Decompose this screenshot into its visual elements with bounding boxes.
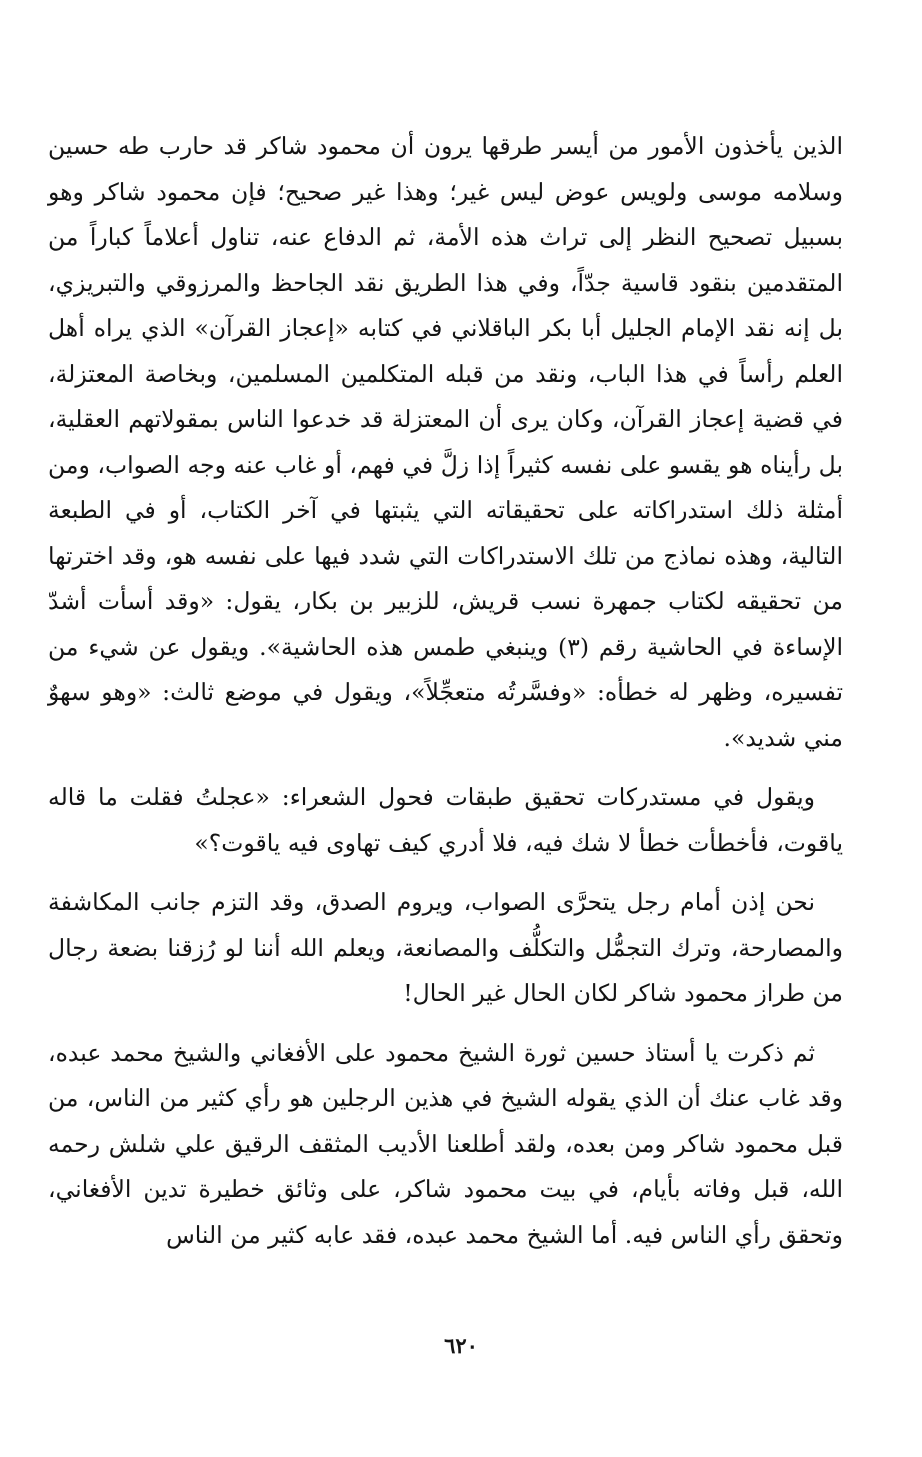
page-number: ٦٢٠ — [444, 1333, 478, 1358]
paragraph: ثم ذكرت يا أستاذ حسين ثورة الشيخ محمود على الأفغاني والشيخ محمد عبده، وقد غاب عنك أن الذي يقوله الشيخ في هذين الرجلين هو رأي كثير من الناس، من قبل محمود شاكر ومن بعده، ولقد أطلعنا الأديب المثقف الرقيق علي شلش رحمه الله، قبل وفاته بأيام، في بيت محمود شاكر، على وثائق خطيرة تدين الأفغاني، وتحقق رأي الناس فيه. أما الشيخ محمد عبده، فقد عابه كثير من الناس — [48, 1038, 843, 1249]
paragraph: الذين يأخذون الأمور من أيسر طرقها يرون أن محمود شاكر قد حارب طه حسين وسلامه موسى ولويس عوض ليس غير؛ وهذا غير صحيح؛ فإن محمود شاكر وهو بسبيل تصحيح النظر إلى تراث هذه الأمة، ثم الدفاع عنه، تناول أعلاماً كباراً من المتقدمين بنقود قاسية جدّاً، وفي هذا الطريق نقد الجاحظ والمرزوقي والتبريزي، بل إنه نقد الإمام الجليل أبا بكر الباقلاني في كتابه «إعجاز القرآن» الذي يراه أهل العلم رأساً في هذا الباب، ونقد من قبله المتكلمين المسلمين، وبخاصة المعتزلة، في قضية إعجاز القرآن، وكان يرى أن المعتزلة قد خدعوا الناس بمقولاتهم العقلية، بل رأيناه هو يقسو على نفسه كثيراً إذا زلَّ في فهم، أو غاب عنه وجه الصواب، ومن أمثلة ذلك استدراكاته على تحقيقاته التي يثبتها في آخر الكتاب، أو في الطبعة التالية، وهذه نماذج من تلك الاستدراكات التي شدد فيها على نفسه هو، وقد اخترتها من تحقيقه لكتاب جمهرة نسب قريش، للزبير بن بكار، يقول: «وقد أسأت أشدّ الإساءة في الحاشية رقم (٣) وينبغي طمس هذه الحاشية». ويقول عن شيء من تفسيره، وظهر له خطأه: «وفسَّرتُه متعجِّلاً»، ويقول في موضع ثالث: «وهو سهوٌ مني شديد». — [48, 132, 843, 752]
page-body — [48, 124, 843, 1258]
paragraph: ويقول في مستدركات تحقيق طبقات فحول الشعراء: «عجلتُ فقلت ما قاله ياقوت، فأخطأت خطأ لا شك فيه، فلا أدري كيف تهاوى فيه ياقوت؟» — [48, 783, 843, 857]
paragraph: نحن إذن أمام رجل يتحرَّى الصواب، ويروم الصدق، وقد التزم جانب المكاشفة والمصارحة، وترك التجمُّل والتكلُّف والمصانعة، ويعلم الله أننا لو رُزقنا بضعة رجال من طراز محمود شاكر لكان الحال غير الحال! — [48, 888, 843, 1007]
